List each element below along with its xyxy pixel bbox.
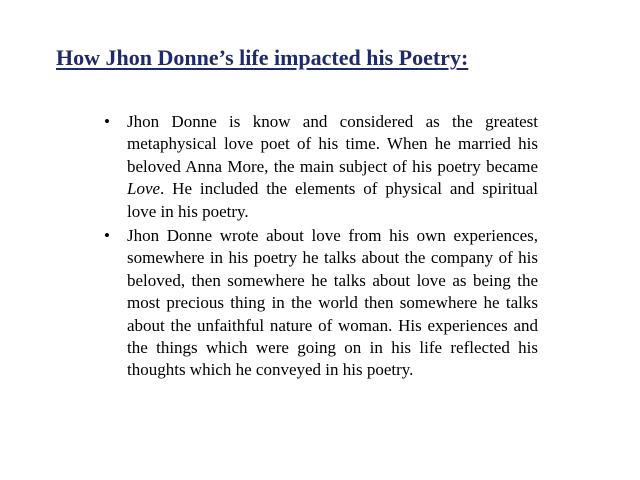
bullet-1-emphasis: Love: [127, 179, 161, 199]
bullet-icon: •: [104, 226, 110, 246]
bullet-item-2: [104, 225, 538, 382]
bullet-1-text-end: . He included the elements of physical and spiritual love in his poetry.: [127, 179, 538, 221]
bullet-item-1: [104, 111, 538, 223]
bullet-list: [104, 111, 538, 382]
slide-title: How Jhon Donne’s life impacted his Poetry:: [56, 45, 469, 70]
bullet-icon: •: [104, 112, 110, 131]
bullet-1-text-start: Jhon Donne is know and considered as the greatest metaphysical love poet of his time. When he married his beloved Anna More, the main subject of his poetry became: [127, 112, 538, 176]
bullet-2-text: Jhon Donne wrote about love from his own experiences, somewhere in his poetry he talks about the company of his beloved, then somewhere he talks about love as being the most precious thing in the world then somewhere he talks about the unfaithful nature of woman. His experiences and the things which were going on in his life reflected his thoughts which he conveyed in his poetry.: [127, 226, 538, 380]
